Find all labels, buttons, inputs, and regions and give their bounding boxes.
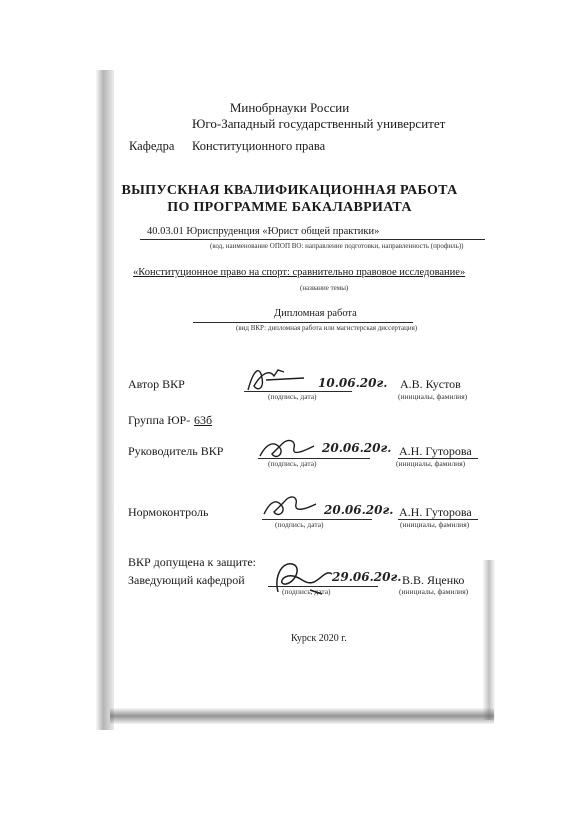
supervisor-date: 20.06.20г. [322, 441, 392, 455]
university-name: Юго-Западный государственный университет [192, 116, 446, 131]
specialty-note: (код, наименование ОПОП ВО: направление подготовки, направленность (профиль)) [210, 242, 464, 250]
author-name-note: (инициалы, фамилия) [398, 392, 468, 401]
ministry-name: Минобрнауки России [229, 100, 350, 115]
topic-value: «Конституционное право на спорт: сравнительно правовое исследование» [133, 267, 466, 278]
normcontrol-date: 20.06.20г. [324, 503, 394, 517]
scan-shadow-right [483, 560, 495, 720]
document-title-line2: ПО ПРОГРАММЕ БАКАЛАВРИАТА [167, 200, 412, 215]
normcontrol-label: Нормоконтроль [128, 505, 209, 519]
specialty-value: 40.03.01 Юриспруденция «Юрист общей практики» [147, 226, 380, 237]
supervisor-label: Руководитель ВКР [128, 444, 224, 458]
author-name: А.В. Кустов [400, 377, 461, 391]
author-date: 10.06.20г. [318, 376, 388, 390]
supervisor-name-note: (инициалы, фамилия) [396, 459, 466, 468]
department-head-name: В.В. Яценко [402, 573, 465, 587]
admission-label: ВКР допущена к защите: [128, 555, 256, 569]
scan-shadow-left [96, 70, 114, 730]
normcontrol-sig-note: (подпись, дата) [275, 520, 324, 529]
group-value: 63б [194, 413, 213, 427]
supervisor-name: А.Н. Гуторова [399, 444, 472, 458]
group-label: Группа ЮР- [128, 413, 191, 427]
city-year: Курск 2020 г. [291, 633, 347, 644]
scan-shadow-bottom [110, 708, 494, 724]
supervisor-sig-note: (подпись, дата) [268, 459, 317, 468]
document-title-line1: ВЫПУСКНАЯ КВАЛИФИКАЦИОННАЯ РАБОТА [121, 183, 458, 198]
author-sig-note: (подпись, дата) [268, 392, 317, 401]
normcontrol-signature [262, 490, 332, 522]
topic-note: (название темы) [300, 284, 349, 292]
department-head-name-note: (инициалы, фамилия) [399, 587, 469, 596]
author-label: Автор ВКР [128, 377, 185, 391]
department-head-date: 29.06.20г. [332, 570, 402, 584]
work-type-value: Дипломная работа [274, 308, 357, 319]
department-label: Кафедра [129, 139, 175, 153]
department-head-sig-note: (подпись, дата) [282, 587, 331, 596]
work-type-underline [193, 322, 413, 323]
normcontrol-name: А.Н. Гуторова [399, 505, 472, 519]
normcontrol-name-note: (инициалы, фамилия) [400, 520, 470, 529]
specialty-underline [140, 239, 485, 240]
department-value: Конституционного права [192, 139, 326, 153]
work-type-note: (вид ВКР: дипломная работа или магистерская диссертация) [236, 324, 418, 332]
department-head-label: Заведующий кафедрой [128, 573, 245, 587]
